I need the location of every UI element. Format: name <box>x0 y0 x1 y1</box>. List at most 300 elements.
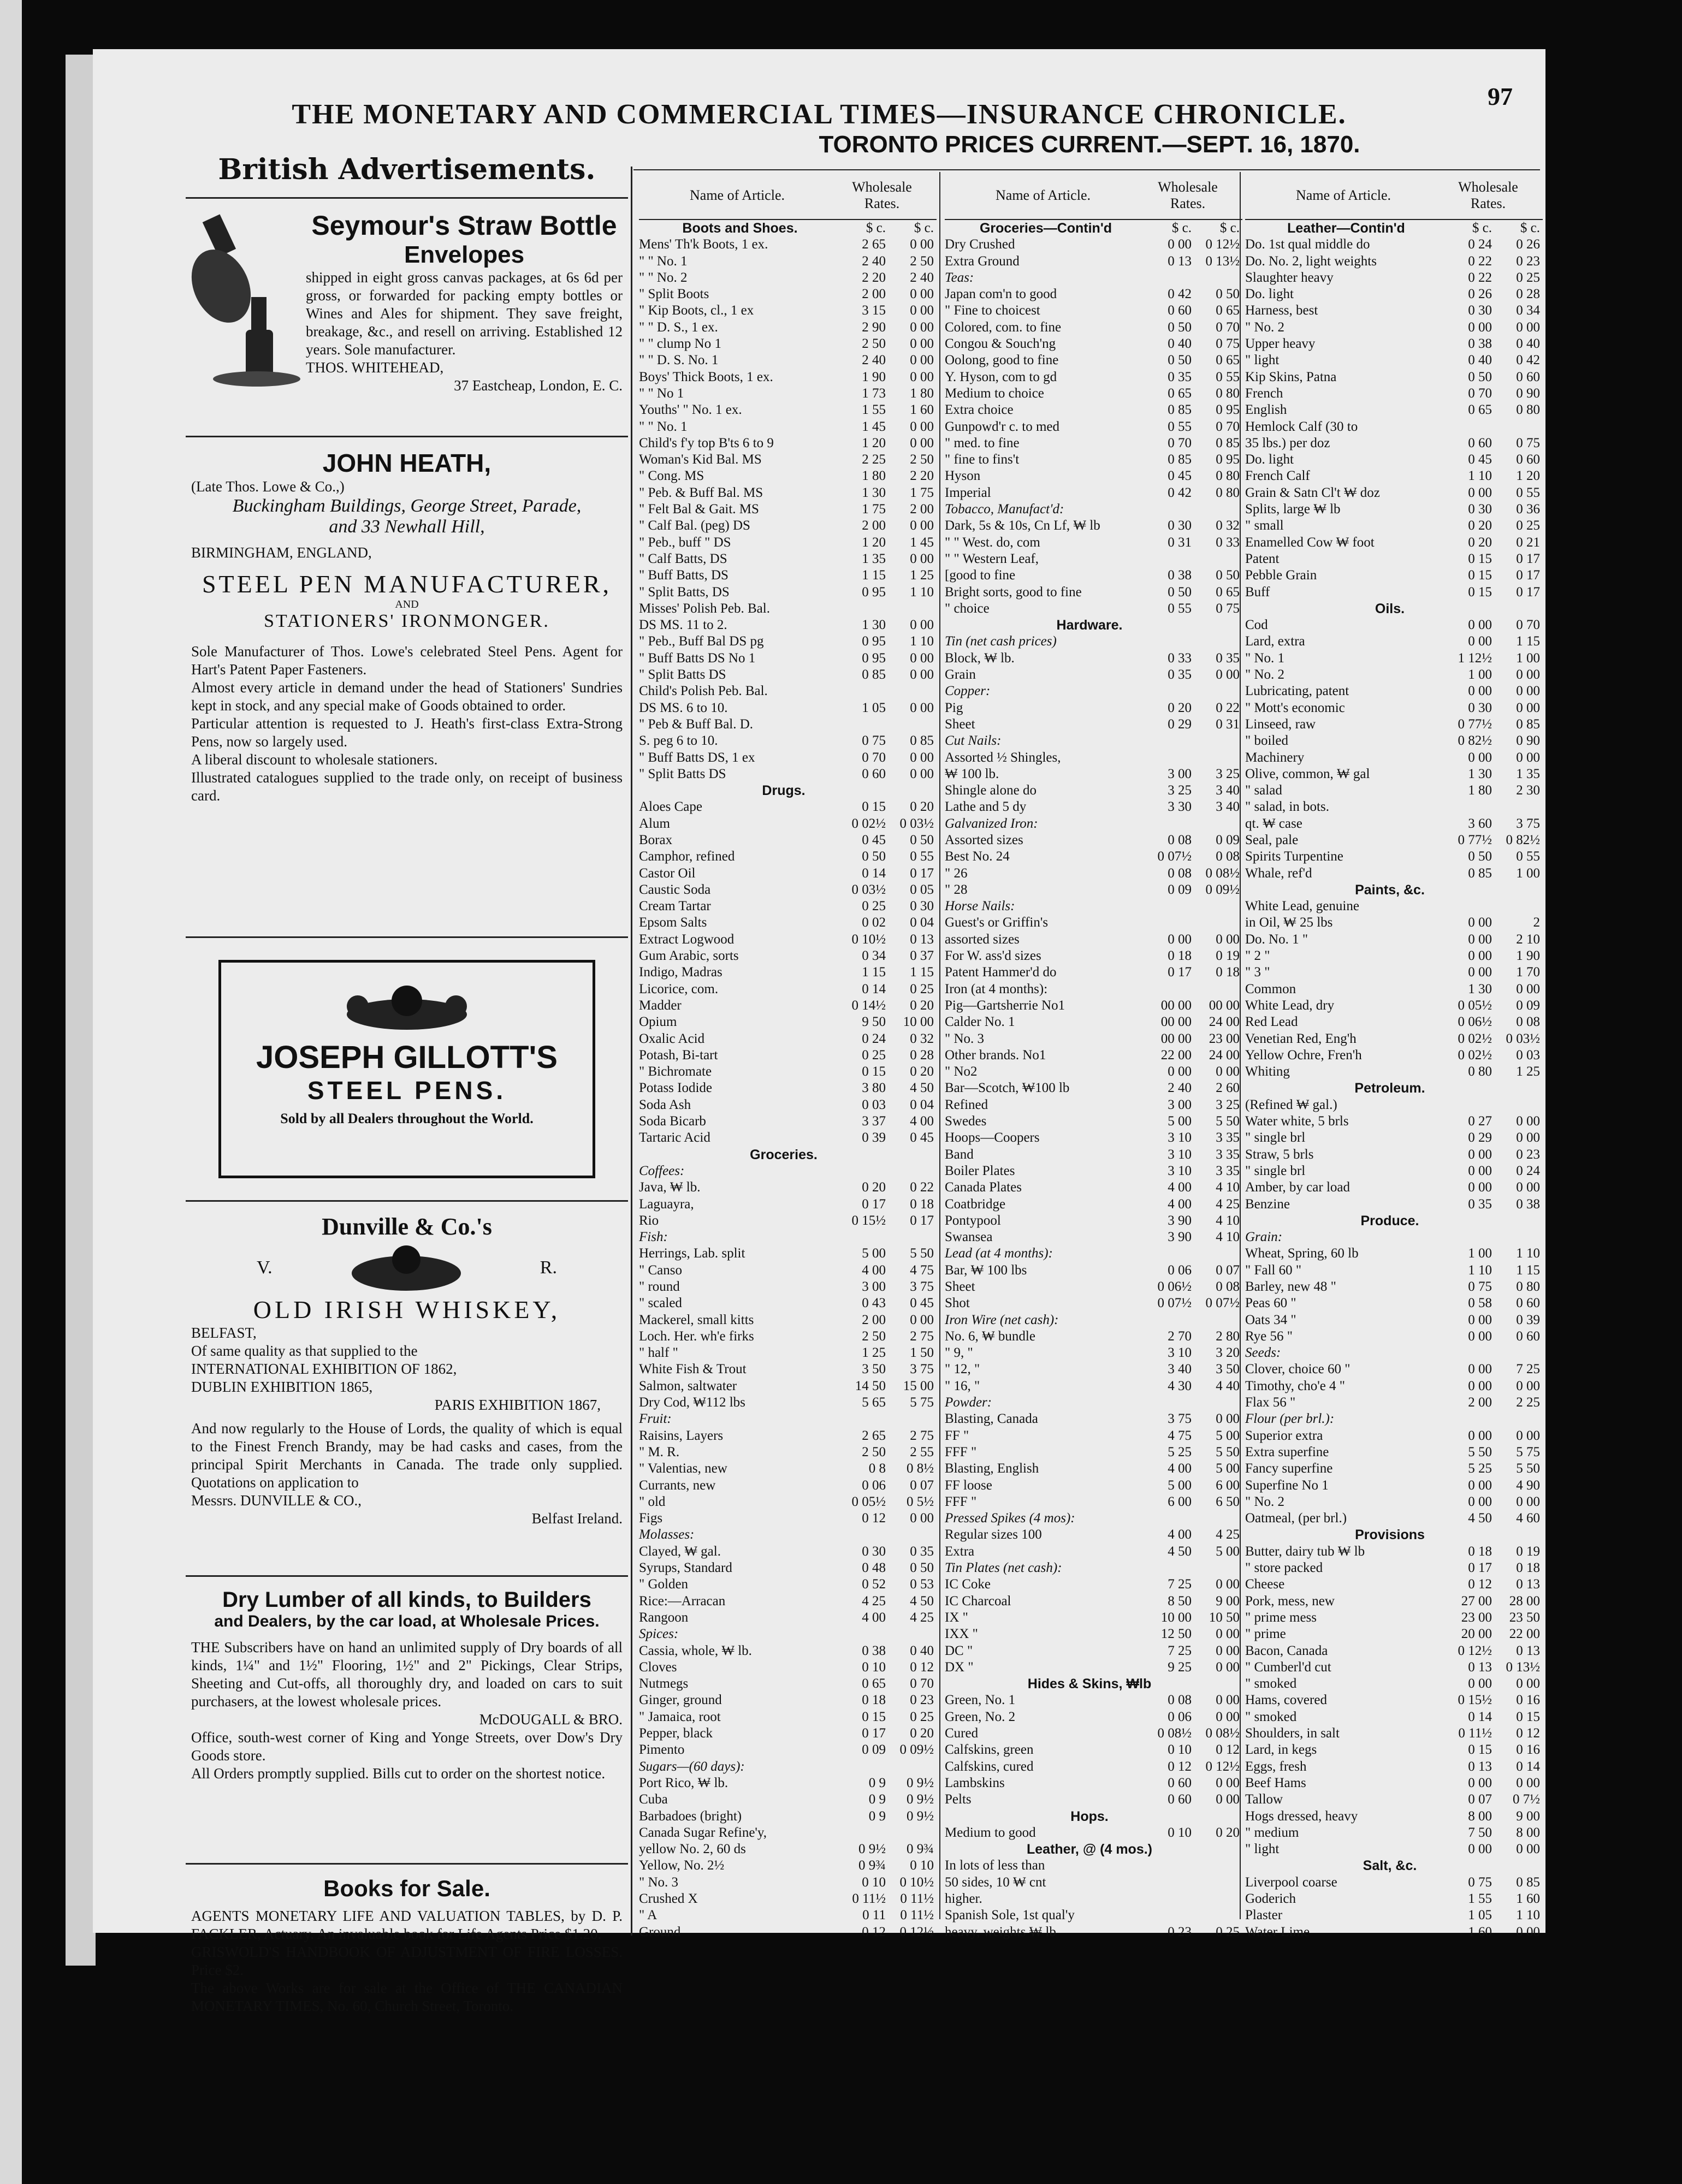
rate-high: 2 10 <box>1516 931 1540 947</box>
rate-low: 1 60 <box>1468 1924 1492 1939</box>
rate-low: 2 40 <box>862 253 886 269</box>
rate-high: 8 00 <box>1516 1825 1540 1840</box>
article-name: Guest's or Griffin's <box>945 915 1049 930</box>
price-row <box>945 1130 1242 1146</box>
rate-low <box>1147 633 1195 650</box>
price-row <box>639 336 937 352</box>
rate-high: 0 82½ <box>1506 832 1540 847</box>
rate-low: 22 00 <box>1160 1047 1192 1063</box>
article-name: Extract Logwood <box>639 931 735 947</box>
rate-high: 0 85 <box>1516 716 1540 732</box>
rate-low: 0 27 <box>1468 1114 1492 1129</box>
article-name: Rangoon <box>639 1610 689 1625</box>
rate-high <box>1495 1411 1540 1427</box>
rate-low: 1 80 <box>1468 783 1492 798</box>
price-row <box>945 964 1242 981</box>
article-name: " Bichromate <box>639 1064 712 1079</box>
lumber-ad <box>186 1577 628 1865</box>
rate-high: 1 15 <box>1516 634 1540 649</box>
article-name: " Buff Batts DS No 1 <box>639 650 756 666</box>
price-row <box>945 1080 1242 1096</box>
heath-trade-2: STATIONERS' IRONMONGER. <box>264 611 550 631</box>
article-name: " Calf Batts, DS <box>639 551 727 566</box>
price-row <box>639 882 937 898</box>
rate-high: 0 00 <box>1516 1378 1540 1393</box>
rate-high <box>1195 1394 1240 1411</box>
price-row <box>1245 319 1543 336</box>
rate-low: 0 43 <box>862 1296 886 1311</box>
rate-low <box>841 1229 889 1245</box>
rate-high: 4 10 <box>1216 1230 1240 1245</box>
dunville-name: Dunville & Co.'s <box>322 1213 492 1240</box>
price-row <box>1245 1576 1543 1593</box>
article-name: Flour (per brl.): <box>1245 1411 1335 1427</box>
article-name: Petroleum. <box>1354 1081 1425 1096</box>
article-name: Cured <box>945 1726 979 1741</box>
price-row <box>639 601 937 617</box>
price-row <box>945 1147 1242 1163</box>
rate-low: 1 35 <box>862 551 886 566</box>
rate-low: 4 00 <box>1168 1180 1192 1195</box>
rate-high: 00 00 <box>1209 998 1240 1013</box>
article-name: yellow No. 2, 60 ds <box>639 1842 746 1857</box>
rate-low: 7 25 <box>1168 1577 1192 1592</box>
rate-high: 0 50 <box>1216 287 1240 302</box>
rate-low: 0 58 <box>1468 1296 1492 1311</box>
article-name: Shoulders, in salt <box>1245 1726 1340 1741</box>
name-of-article-header: Name of Article. <box>1296 187 1391 203</box>
article-name: in Oil, ₩ 25 lbs <box>1245 915 1333 930</box>
wholesale-rates-header: Wholesale Rates. <box>852 179 912 211</box>
rate-high: 2 40 <box>910 270 934 285</box>
rate-high <box>1195 733 1240 749</box>
article-name: Extra Ground <box>945 253 1020 269</box>
price-row <box>639 931 937 948</box>
rate-low: 1 30 <box>862 485 886 500</box>
price-row <box>945 1891 1242 1907</box>
rate-high: 0 19 <box>1216 948 1240 964</box>
article-name: Horse Nails: <box>945 899 1015 914</box>
rate-low: 0 29 <box>1168 716 1192 732</box>
rate-low: 0 25 <box>862 899 886 914</box>
price-row <box>945 1593 1242 1610</box>
rate-high: 5 50 <box>910 1246 934 1261</box>
price-section-heading <box>639 220 937 236</box>
rate-low: 2 00 <box>862 1312 886 1327</box>
rate-low <box>1147 1857 1195 1874</box>
rate-low: 0 35 <box>1468 1196 1492 1212</box>
rate-low: 0 06½ <box>1157 1279 1192 1294</box>
rate-low: 0 00 <box>1468 965 1492 980</box>
price-row <box>639 435 937 452</box>
price-row <box>945 319 1242 336</box>
dunville-exhibition-1: INTERNATIONAL EXHIBITION OF 1862, <box>191 1361 457 1377</box>
rate-high: 0 00 <box>1216 931 1240 947</box>
lumber-subtitle: and Dealers, by the car load, at Wholesale Prices. <box>214 1612 600 1630</box>
rate-high: 2 <box>1533 915 1540 930</box>
price-row <box>639 1874 937 1891</box>
article-name: Child's Polish Peb. Bal. <box>639 684 768 699</box>
price-row <box>1245 1147 1543 1163</box>
rate-high <box>1495 1229 1540 1245</box>
price-row <box>1245 336 1543 352</box>
rate-low: 0 85 <box>1168 402 1192 418</box>
rate-low: $ c. <box>866 221 886 235</box>
rate-low: 2 70 <box>1168 1328 1192 1344</box>
rate-low: 0 00 <box>1468 1775 1492 1790</box>
article-name: " No. 3 <box>639 1874 679 1890</box>
article-name: Splits, large ₩ lb <box>1245 502 1341 517</box>
rate-low: 0 12 <box>1468 1577 1492 1592</box>
article-name: " store packed <box>1245 1560 1323 1576</box>
price-row <box>1245 1196 1543 1213</box>
rate-high: 0 18 <box>1516 1560 1540 1576</box>
price-row <box>1245 1345 1543 1361</box>
rate-low: 0 10½ <box>851 931 886 947</box>
article-name: Cloves <box>639 1659 677 1675</box>
price-row <box>639 236 937 253</box>
price-row <box>1245 1560 1543 1576</box>
price-row <box>1245 1461 1543 1477</box>
rate-low <box>841 683 889 699</box>
rate-low: 1 10 <box>1468 468 1492 484</box>
price-row <box>945 1031 1242 1047</box>
article-name: " Golden <box>639 1577 689 1592</box>
rate-low <box>1147 1312 1195 1328</box>
price-section-heading <box>1245 220 1543 236</box>
royal-crest-icon <box>325 984 489 1034</box>
rate-low: 4 00 <box>1168 1196 1192 1212</box>
books-title: Books for Sale. <box>323 1876 490 1901</box>
price-row <box>945 998 1242 1014</box>
rate-high: 1 80 <box>910 385 934 401</box>
article-name: Green, No. 1 <box>945 1693 1016 1708</box>
rate-low: 0 23 <box>1168 1924 1192 1939</box>
price-row <box>1245 567 1543 584</box>
rate-high: 0 00 <box>1216 1411 1240 1427</box>
price-row <box>1245 1841 1543 1857</box>
rate-high: 0 09½ <box>899 1742 934 1758</box>
rate-high: 0 50 <box>1216 568 1240 583</box>
rate-high <box>889 1163 934 1179</box>
rate-low: 0 00 <box>1168 237 1192 252</box>
rate-high <box>889 683 934 699</box>
price-row <box>639 1229 937 1245</box>
rate-low: 0 31 <box>1168 535 1192 550</box>
rate-high: 0 20 <box>910 998 934 1013</box>
rate-low: 3 10 <box>1168 1345 1192 1361</box>
price-row <box>1245 848 1543 865</box>
rate-low: 1 05 <box>862 700 886 715</box>
article-name: Whiting <box>1245 1064 1290 1079</box>
article-name: Lambskins <box>945 1775 1005 1790</box>
article-name: Band <box>945 1147 974 1162</box>
price-row <box>1245 419 1543 435</box>
rate-low: 0 15 <box>862 1064 886 1079</box>
price-row <box>945 816 1242 832</box>
rate-low: 1 73 <box>862 385 886 401</box>
article-name: Hoops—Coopers <box>945 1130 1040 1146</box>
price-row <box>945 1510 1242 1527</box>
rate-high: 0 17 <box>1516 568 1540 583</box>
rate-low: 00 00 <box>1160 1031 1192 1046</box>
seymour-body: shipped in eight gross canvas packages, at 6s 6d per gross, or forwarded for packing empty bottles or Wines and Ales for shipment. They save freight, breakage, &c., and resell on arriving. Established 12 years. Sole manufacturer. <box>306 269 623 358</box>
article-name: Seeds: <box>1245 1345 1281 1361</box>
article-name: " Valentias, new <box>639 1461 727 1476</box>
rate-low: 4 25 <box>862 1593 886 1609</box>
rate-low: 0 00 <box>1468 1362 1492 1377</box>
price-row <box>945 1709 1242 1725</box>
rate-low: 0 77½ <box>1458 716 1492 732</box>
article-name: Leather—Contin'd <box>1287 221 1405 236</box>
article-name: Bright sorts, good to fine <box>945 584 1082 600</box>
rate-high <box>1195 750 1240 766</box>
article-name: Soda Ash <box>639 1097 691 1112</box>
rate-low: 0 20 <box>1468 535 1492 550</box>
column-divider <box>631 167 632 1936</box>
article-name: Regular sizes 100 <box>945 1527 1042 1542</box>
article-name: Cuba <box>639 1792 668 1807</box>
price-row <box>1245 1775 1543 1791</box>
article-name: Superior extra <box>1245 1428 1323 1443</box>
rate-high <box>1195 981 1240 998</box>
price-row <box>639 1808 937 1825</box>
rate-high: 4 90 <box>1516 1477 1540 1493</box>
rate-low: 3 10 <box>1168 1130 1192 1146</box>
price-row <box>1245 832 1543 848</box>
price-row <box>945 485 1242 501</box>
rate-high: 0 00 <box>1216 1064 1240 1079</box>
rate-high: 0 13 <box>1516 1577 1540 1592</box>
rate-low: 0 8 <box>868 1461 886 1476</box>
rate-high: 0 65 <box>1216 584 1240 600</box>
price-row <box>639 848 937 865</box>
article-name: Salmon, saltwater <box>639 1378 737 1393</box>
rate-low: 5 00 <box>1168 1477 1192 1493</box>
rate-low: 2 40 <box>862 353 886 368</box>
article-name: Olive, common, ₩ gal <box>1245 766 1370 781</box>
rate-high: 0 55 <box>1516 485 1540 500</box>
price-row <box>639 1626 937 1642</box>
article-name: Yellow Ochre, Fren'h <box>1245 1047 1362 1063</box>
rate-high: 0 09 <box>1516 998 1540 1013</box>
rate-low: 0 08 <box>1168 832 1192 847</box>
article-name: Boys' Thick Boots, 1 ex. <box>639 369 773 384</box>
price-row <box>639 1097 937 1113</box>
rate-high: 1 20 <box>1516 468 1540 484</box>
price-row <box>1245 981 1543 998</box>
article-name: Do. No. 1 " <box>1245 931 1308 947</box>
rate-low: 4 00 <box>1168 1461 1192 1476</box>
price-row <box>639 385 937 402</box>
article-name: Child's f'y top B'ts 6 to 9 <box>639 435 774 450</box>
rate-low: 0 12 <box>1168 1759 1192 1774</box>
price-row <box>639 1692 937 1708</box>
rate-high: 5 50 <box>1216 1444 1240 1459</box>
rate-high: 0 00 <box>910 518 934 533</box>
rate-low: 0 65 <box>1468 402 1492 418</box>
article-name: " " West. do, com <box>945 535 1040 550</box>
price-row <box>1245 1444 1543 1461</box>
rate-high: 3 50 <box>1216 1362 1240 1377</box>
article-name: " prime <box>1245 1627 1286 1642</box>
price-row <box>639 468 937 484</box>
rate-high: 5 00 <box>1216 1461 1240 1476</box>
rate-high: 0 23 <box>1516 253 1540 269</box>
rate-high: 0 8½ <box>907 1461 934 1476</box>
price-row <box>1245 1130 1543 1146</box>
price-row <box>639 1411 937 1427</box>
rate-low: 0 65 <box>862 1676 886 1692</box>
price-row <box>1245 1676 1543 1692</box>
rate-low: 3 90 <box>1168 1213 1192 1228</box>
article-name: IXX " <box>945 1627 978 1642</box>
gillott-name: JOSEPH GILLOTT'S <box>256 1040 558 1075</box>
rate-low: 3 60 <box>1468 816 1492 831</box>
article-name: Hams, covered <box>1245 1693 1327 1708</box>
price-row <box>1245 816 1543 832</box>
article-name: IX " <box>945 1610 968 1625</box>
article-name: Groceries. <box>750 1147 818 1162</box>
rate-low: 0 00 <box>1468 1147 1492 1162</box>
rate-high: 1 10 <box>1516 1908 1540 1923</box>
article-name: Java, ₩ lb. <box>639 1180 701 1195</box>
rate-low: 4 75 <box>1168 1428 1192 1443</box>
rate-low: 5 25 <box>1468 1461 1492 1476</box>
rate-low: 0 70 <box>1468 385 1492 401</box>
rate-high: 10 50 <box>1209 1610 1240 1625</box>
price-row <box>1245 915 1543 931</box>
rate-low: 2 50 <box>862 336 886 352</box>
article-name: " Jamaica, root <box>639 1709 721 1724</box>
rate-low <box>841 716 889 733</box>
rate-high: 4 50 <box>910 1081 934 1096</box>
price-row <box>639 1742 937 1758</box>
rate-low: 1 05 <box>1468 1908 1492 1923</box>
rate-low: 0 12 <box>862 1511 886 1526</box>
price-row <box>1245 1411 1543 1427</box>
price-row <box>639 998 937 1014</box>
rate-low: 3 80 <box>862 1081 886 1096</box>
price-row <box>1245 1014 1543 1030</box>
price-column-header <box>945 172 1242 220</box>
rate-high: 1 25 <box>910 568 934 583</box>
price-row <box>1245 1245 1543 1262</box>
article-name: Other brands. No1 <box>945 1047 1046 1063</box>
rate-low: 0 30 <box>1468 502 1492 517</box>
rate-low: 0 18 <box>1168 948 1192 964</box>
article-name: 50 sides, 10 ₩ cnt <box>945 1874 1046 1890</box>
rate-high: 0 11½ <box>900 1908 934 1923</box>
price-row <box>945 1295 1242 1311</box>
rate-low: 0 17 <box>1468 1560 1492 1576</box>
rate-high <box>1195 898 1240 915</box>
article-name: Provisions <box>1355 1527 1425 1543</box>
rate-low: 0 9 <box>868 1792 886 1807</box>
rate-high <box>1495 419 1540 435</box>
rate-high: 0 25 <box>910 1709 934 1724</box>
article-name: Pepper, black <box>639 1726 713 1741</box>
article-name: [good to fine <box>945 568 1016 583</box>
heath-paragraph-2: Almost every article in demand under the head of Stationers' Sundries kept in stock, and any special make of Goods obtained to order. <box>191 679 623 714</box>
article-name: Oatmeal, (per brl.) <box>1245 1511 1347 1526</box>
rate-high: 4 25 <box>910 1610 934 1625</box>
price-row <box>639 667 937 683</box>
article-name: Bar, ₩ 100 lbs <box>945 1262 1027 1278</box>
price-row <box>945 1857 1242 1874</box>
price-row <box>639 1196 937 1213</box>
rate-high: 0 00 <box>1516 1775 1540 1790</box>
rate-high: 0 00 <box>1216 1643 1240 1658</box>
article-name: Tin (net cash prices) <box>945 634 1057 649</box>
article-name: Iron Wire (net cash): <box>945 1312 1059 1327</box>
rate-high: 0 55 <box>1216 369 1240 384</box>
rate-low: 1 15 <box>862 965 886 980</box>
price-row <box>639 1279 937 1295</box>
price-row <box>639 1477 937 1494</box>
price-row <box>639 683 937 699</box>
rate-low: 0 30 <box>1468 303 1492 318</box>
price-row <box>1245 1626 1543 1642</box>
rate-low: 2 20 <box>862 270 886 285</box>
article-name: Molasses: <box>639 1527 695 1542</box>
article-name: Patent <box>1245 551 1280 566</box>
article-name: Whale, ref'd <box>1245 865 1312 881</box>
rate-high: 23 50 <box>1509 1610 1540 1625</box>
rate-high: 0 08½ <box>1205 865 1240 881</box>
rate-high: 0 00 <box>910 336 934 352</box>
rate-low: 0 11½ <box>1458 1726 1492 1741</box>
rate-high: 1 45 <box>910 535 934 550</box>
article-name: Spirits Turpentine <box>1245 849 1343 864</box>
rate-low: 0 95 <box>862 650 886 666</box>
article-name: Hardware. <box>1056 618 1123 633</box>
rate-high: 1 75 <box>910 485 934 500</box>
article-name: " 9, " <box>945 1345 973 1361</box>
rate-low: 0 10 <box>862 1659 886 1675</box>
article-name: Do. light <box>1245 452 1294 467</box>
rate-low <box>1147 915 1195 931</box>
article-name: " " No. 2 <box>639 270 688 285</box>
price-row <box>1245 1725 1543 1742</box>
rate-low <box>1147 816 1195 832</box>
rate-high: 0 45 <box>910 1296 934 1311</box>
article-name: " Peb & Buff Bal. D. <box>639 716 754 732</box>
rate-low: 0 00 <box>1468 931 1492 947</box>
article-name: Water Lime <box>1245 1924 1310 1939</box>
seymour-ad <box>186 199 628 437</box>
price-row <box>639 948 937 964</box>
rate-high: 0 00 <box>910 369 934 384</box>
rate-low: 1 45 <box>862 419 886 434</box>
rate-high: 0 28 <box>1516 287 1540 302</box>
rate-low: 0 15½ <box>851 1213 886 1228</box>
rate-low: 0 50 <box>1168 319 1192 335</box>
price-row <box>1245 1113 1543 1130</box>
price-column-header <box>639 172 937 220</box>
rate-high: 0 24 <box>1516 1163 1540 1178</box>
rate-low <box>1147 733 1195 749</box>
dunville-ad <box>186 1202 628 1577</box>
price-section-heading <box>945 220 1242 236</box>
rate-low: 0 75 <box>1468 1874 1492 1890</box>
rate-low: 0 11½ <box>852 1891 886 1906</box>
article-name: White Lead, dry <box>1245 998 1335 1013</box>
rate-low: 0 00 <box>1468 1180 1492 1195</box>
article-name: Barley, new 48 " <box>1245 1279 1336 1294</box>
rate-high: 4 25 <box>1216 1527 1240 1542</box>
price-row <box>945 1163 1242 1179</box>
